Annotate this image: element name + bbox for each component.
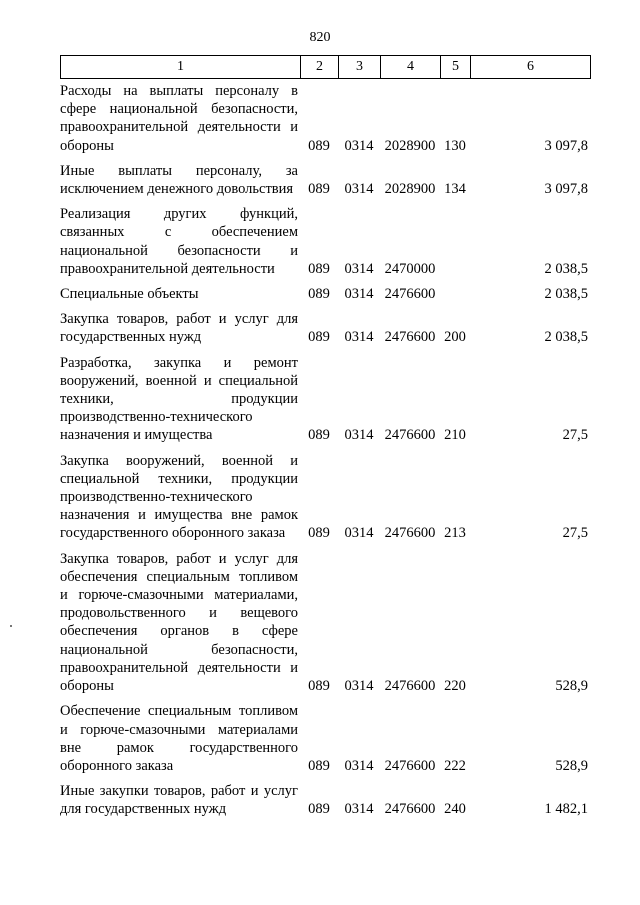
row-col-4: 2476600	[384, 427, 436, 444]
row-description: Обеспечение специальным топливом и горюче-смазочными материалами вне рамок государственного оборонного заказа	[60, 703, 298, 774]
row-col-5: 134	[444, 181, 466, 198]
row-col-5: 200	[444, 329, 466, 346]
row-col-3: 0314	[344, 286, 374, 303]
table-row	[60, 354, 590, 445]
row-col-3: 0314	[344, 260, 374, 277]
row-col-2: 089	[308, 137, 330, 154]
row-col-3: 0314	[344, 427, 374, 444]
row-amount: 3 097,8	[544, 137, 588, 154]
table-row	[60, 702, 590, 775]
row-col-5: 213	[444, 525, 466, 542]
row-amount: 1 482,1	[544, 801, 588, 818]
row-amount: 27,5	[562, 525, 588, 542]
row-col-2: 089	[308, 260, 330, 277]
header-col-2: 2	[301, 56, 339, 79]
row-col-5: 220	[444, 678, 466, 695]
row-amount: 27,5	[562, 427, 588, 444]
row-col-3: 0314	[344, 329, 374, 346]
row-col-2: 089	[308, 525, 330, 542]
row-amount: 528,9	[555, 757, 588, 774]
row-col-4: 2476600	[384, 757, 436, 774]
row-col-3: 0314	[344, 137, 374, 154]
row-description: Реализация других функций, связанных с обеспечением национальной безопасности и правоохранительной деятельности	[60, 206, 298, 277]
header-col-5: 5	[441, 56, 471, 79]
row-description: Разработка, закупка и ремонт вооружений, военной и специальной техники, продукции производственно-технического назначения и имущества	[60, 354, 298, 444]
row-col-3: 0314	[344, 757, 374, 774]
row-col-4: 2028900	[384, 181, 436, 198]
row-description: Иные выплаты персоналу, за исключением денежного довольствия	[60, 162, 298, 198]
row-col-4: 2476600	[384, 801, 436, 818]
header-row	[61, 56, 591, 79]
row-col-3: 0314	[344, 525, 374, 542]
row-amount: 2 038,5	[544, 286, 588, 303]
table-row	[60, 162, 590, 198]
row-col-2: 089	[308, 801, 330, 818]
row-amount: 2 038,5	[544, 260, 588, 277]
row-amount: 2 038,5	[544, 329, 588, 346]
row-description: Закупка товаров, работ и услуг для обеспечения специальным топливом и горюче-смазочными материалами, продовольственного и вещевого обеспечения органов в сфере национальной безопасности, правоохранительной деятельности и обороны	[60, 550, 298, 695]
row-col-4: 2476600	[384, 678, 436, 695]
table-row	[60, 782, 590, 818]
row-col-5: 222	[444, 757, 466, 774]
page-number: 820	[309, 30, 331, 45]
row-col-3: 0314	[344, 181, 374, 198]
row-amount: 528,9	[555, 678, 588, 695]
table-row	[60, 550, 590, 696]
row-col-2: 089	[308, 286, 330, 303]
header-col-3: 3	[339, 56, 381, 79]
row-amount: 3 097,8	[544, 181, 588, 198]
row-description: Закупка вооружений, военной и специальной техники, продукции производственно-технического назначения и имущества вне рамок государственного оборонного заказа	[60, 452, 298, 542]
row-col-2: 089	[308, 329, 330, 346]
header-col-1: 1	[61, 56, 301, 79]
row-col-4: 2470000	[384, 260, 436, 277]
table-row	[60, 285, 590, 303]
row-col-4: 2476600	[384, 329, 436, 346]
table-row	[60, 310, 590, 346]
row-col-2: 089	[308, 427, 330, 444]
row-col-2: 089	[308, 757, 330, 774]
row-col-4: 2476600	[384, 525, 436, 542]
row-col-5: 130	[444, 137, 466, 154]
row-col-3: 0314	[344, 678, 374, 695]
row-col-3: 0314	[344, 801, 374, 818]
table-row	[60, 205, 590, 278]
header-col-4: 4	[381, 56, 441, 79]
row-description: Закупка товаров, работ и услуг для государственных нужд	[60, 311, 298, 346]
row-col-2: 089	[308, 181, 330, 198]
row-col-4: 2476600	[384, 286, 436, 303]
header-col-6: 6	[471, 56, 591, 79]
row-description: Специальные объекты	[60, 286, 199, 303]
row-col-4: 2028900	[384, 137, 436, 154]
row-description: Расходы на выплаты персоналу в сфере национальной безопасности, правоохранительной деятельности и обороны	[60, 83, 298, 154]
row-col-5: 240	[444, 801, 466, 818]
row-col-2: 089	[308, 678, 330, 695]
table-row	[60, 452, 590, 543]
table-header	[60, 55, 591, 79]
row-description: Иные закупки товаров, работ и услуг для государственных нужд	[60, 783, 298, 818]
table-row	[60, 82, 590, 155]
row-col-5: 210	[444, 427, 466, 444]
scan-speck	[10, 625, 12, 627]
table-body	[60, 82, 590, 826]
